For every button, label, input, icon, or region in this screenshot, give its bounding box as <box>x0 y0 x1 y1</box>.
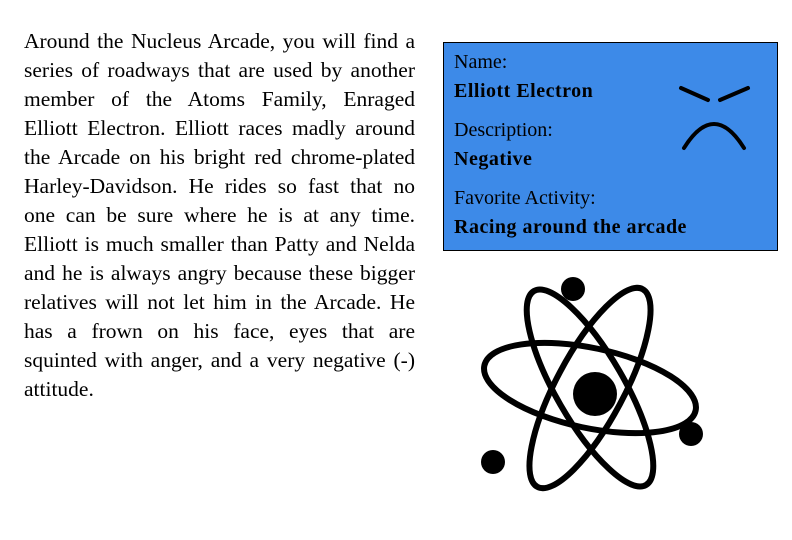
name-label: Name: <box>454 51 508 73</box>
activity-value: Racing around the arcade <box>454 216 687 238</box>
story-paragraph: Around the Nucleus Arcade, you will find a series of roadways that are used by another member of the Atoms Family, Enraged Elliott Electron. Elliott races madly around the Arcade on his bright red chrome-plated Harley-Davidson. He rides so fast that no one can be sure where he is at any time. Elliott is much smaller than Patty and Nelda and he is always angry because these bigger relatives will not let him in the Arcade. He has a frown on his face, eyes that are squinted with anger, and a very negative (-) attitude. <box>24 29 415 401</box>
character-info-card <box>443 42 778 251</box>
description-label: Description: <box>454 119 553 141</box>
activity-label: Favorite Activity: <box>454 187 596 209</box>
name-value: Elliott Electron <box>454 80 594 102</box>
atom-icon <box>475 272 705 504</box>
description-value: Negative <box>454 148 533 170</box>
angry-face-icon <box>659 48 769 158</box>
